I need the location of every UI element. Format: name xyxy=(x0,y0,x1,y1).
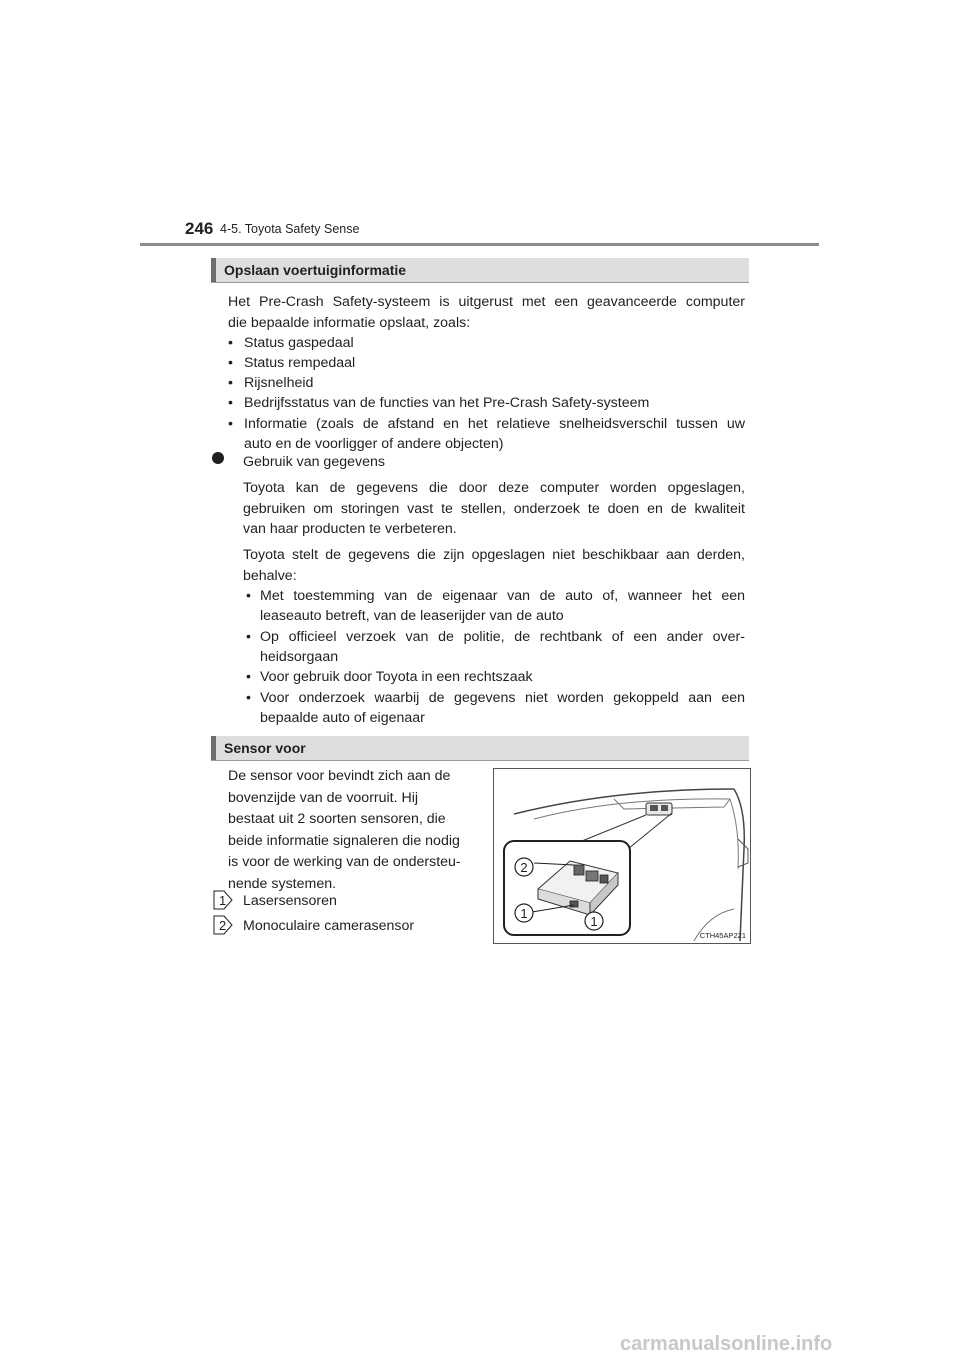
windshield-sensor-drawing xyxy=(494,769,750,943)
list-item-text: Voor onderzoek waarbij de gegevens niet worden gekoppeld aan een xyxy=(260,690,745,706)
list-item-text: Voor gebruik door Toyota in een rechtszaak xyxy=(260,669,533,685)
list-item-text: auto en de voorligger of andere objecten) xyxy=(244,436,504,452)
page-number: 246 xyxy=(185,219,214,238)
paragraph-line: De sensor voor bevindt zich aan de xyxy=(228,768,451,784)
section-heading-sensor xyxy=(211,736,749,761)
list-item: • xyxy=(228,395,233,411)
number-1-icon xyxy=(213,890,233,910)
paragraph-line: is voor de werking van de ondersteu- xyxy=(228,854,461,870)
section-reference: 4-5. Toyota Safety Sense xyxy=(220,222,360,236)
list-item: • xyxy=(228,416,233,432)
intro-line: die bepaalde informatie opslaat, zoals: xyxy=(228,314,471,331)
list-item-text: bepaalde auto of eigenaar xyxy=(260,710,425,726)
section-heading-label: Opslaan voertuiginformatie xyxy=(224,262,407,278)
section-heading-label: Sensor voor xyxy=(224,740,306,756)
callout-label: 1 xyxy=(520,906,528,921)
paragraph-line: Toyota kan de gegevens die door deze computer worden opgeslagen, xyxy=(243,480,745,496)
callout-label: 1 xyxy=(590,914,598,929)
header-rule xyxy=(140,243,819,246)
list-item-text: Op officieel verzoek van de politie, de rechtbank of een ander over- xyxy=(260,629,745,645)
intro-paragraph xyxy=(228,292,745,333)
list-item-text: leaseauto betreft, van de leaserijder van de auto xyxy=(260,608,564,624)
paragraph-line: gebruiken om storingen vast te stellen, onderzoek te doen en de kwaliteit xyxy=(243,500,745,517)
callout-label: 2 xyxy=(520,860,528,875)
paragraph-line: bestaat uit 2 soorten sensoren, die xyxy=(228,811,446,827)
section-heading-storage xyxy=(211,258,749,283)
paragraph-line: Toyota stelt de gegevens die zijn opgeslagen niet beschikbaar aan derden, xyxy=(243,547,745,563)
list-item: • xyxy=(246,690,251,706)
sensor-description xyxy=(228,766,484,895)
number-1-label: 1 xyxy=(219,893,227,908)
paragraph-line: bovenzijde van de voorruit. Hij xyxy=(228,789,419,806)
list-item-text: Status rempedaal xyxy=(244,355,356,371)
item-label-lasersensoren: Lasersensoren xyxy=(243,893,337,909)
list-item: • xyxy=(246,588,251,604)
bullet-disc-icon xyxy=(212,452,224,464)
watermark: carmanualsonline.info xyxy=(620,1333,833,1355)
paragraph-line: behalve: xyxy=(243,567,297,584)
section-marker xyxy=(211,736,216,760)
use-paragraph-1 xyxy=(243,478,745,540)
paragraph-line: beide informatie signaleren die nodig xyxy=(228,832,460,849)
list-item-text: Bedrijfsstatus van de functies van het Pre-Crash Safety-systeem xyxy=(244,395,650,411)
list-item-text: heidsorgaan xyxy=(260,649,339,665)
sensor-illustration xyxy=(493,768,751,944)
intro-line: Het Pre-Crash Safety-systeem is uitgerust met een geavanceerde computer xyxy=(228,294,745,310)
paragraph-line: van haar producten te verbeteren. xyxy=(243,521,457,537)
list-item-text: Status gaspedaal xyxy=(244,335,354,351)
list-item-text: Rijsnelheid xyxy=(244,375,314,391)
list-item: • xyxy=(246,629,251,645)
paragraph-line: nende systemen. xyxy=(228,875,337,892)
use-paragraph-2 xyxy=(243,545,745,586)
list-item: • xyxy=(228,355,233,371)
list-item: • xyxy=(228,375,233,391)
list-item-text: Met toestemming van de eigenaar van de auto of, wanneer het een xyxy=(260,588,745,604)
list-item: • xyxy=(246,669,251,685)
number-2-label: 2 xyxy=(219,918,227,933)
list-item-text: Informatie (zoals de afstand en het relatieve snelheidsverschil tussen uw xyxy=(244,416,745,432)
number-2-icon xyxy=(213,915,233,935)
section-marker xyxy=(211,258,216,282)
item-label-camerasensor: Monoculaire camerasensor xyxy=(243,918,415,934)
list-item: • xyxy=(228,335,233,351)
subheading-use: Gebruik van gegevens xyxy=(243,454,385,470)
figure-code: CTH45AP221 xyxy=(699,931,746,940)
